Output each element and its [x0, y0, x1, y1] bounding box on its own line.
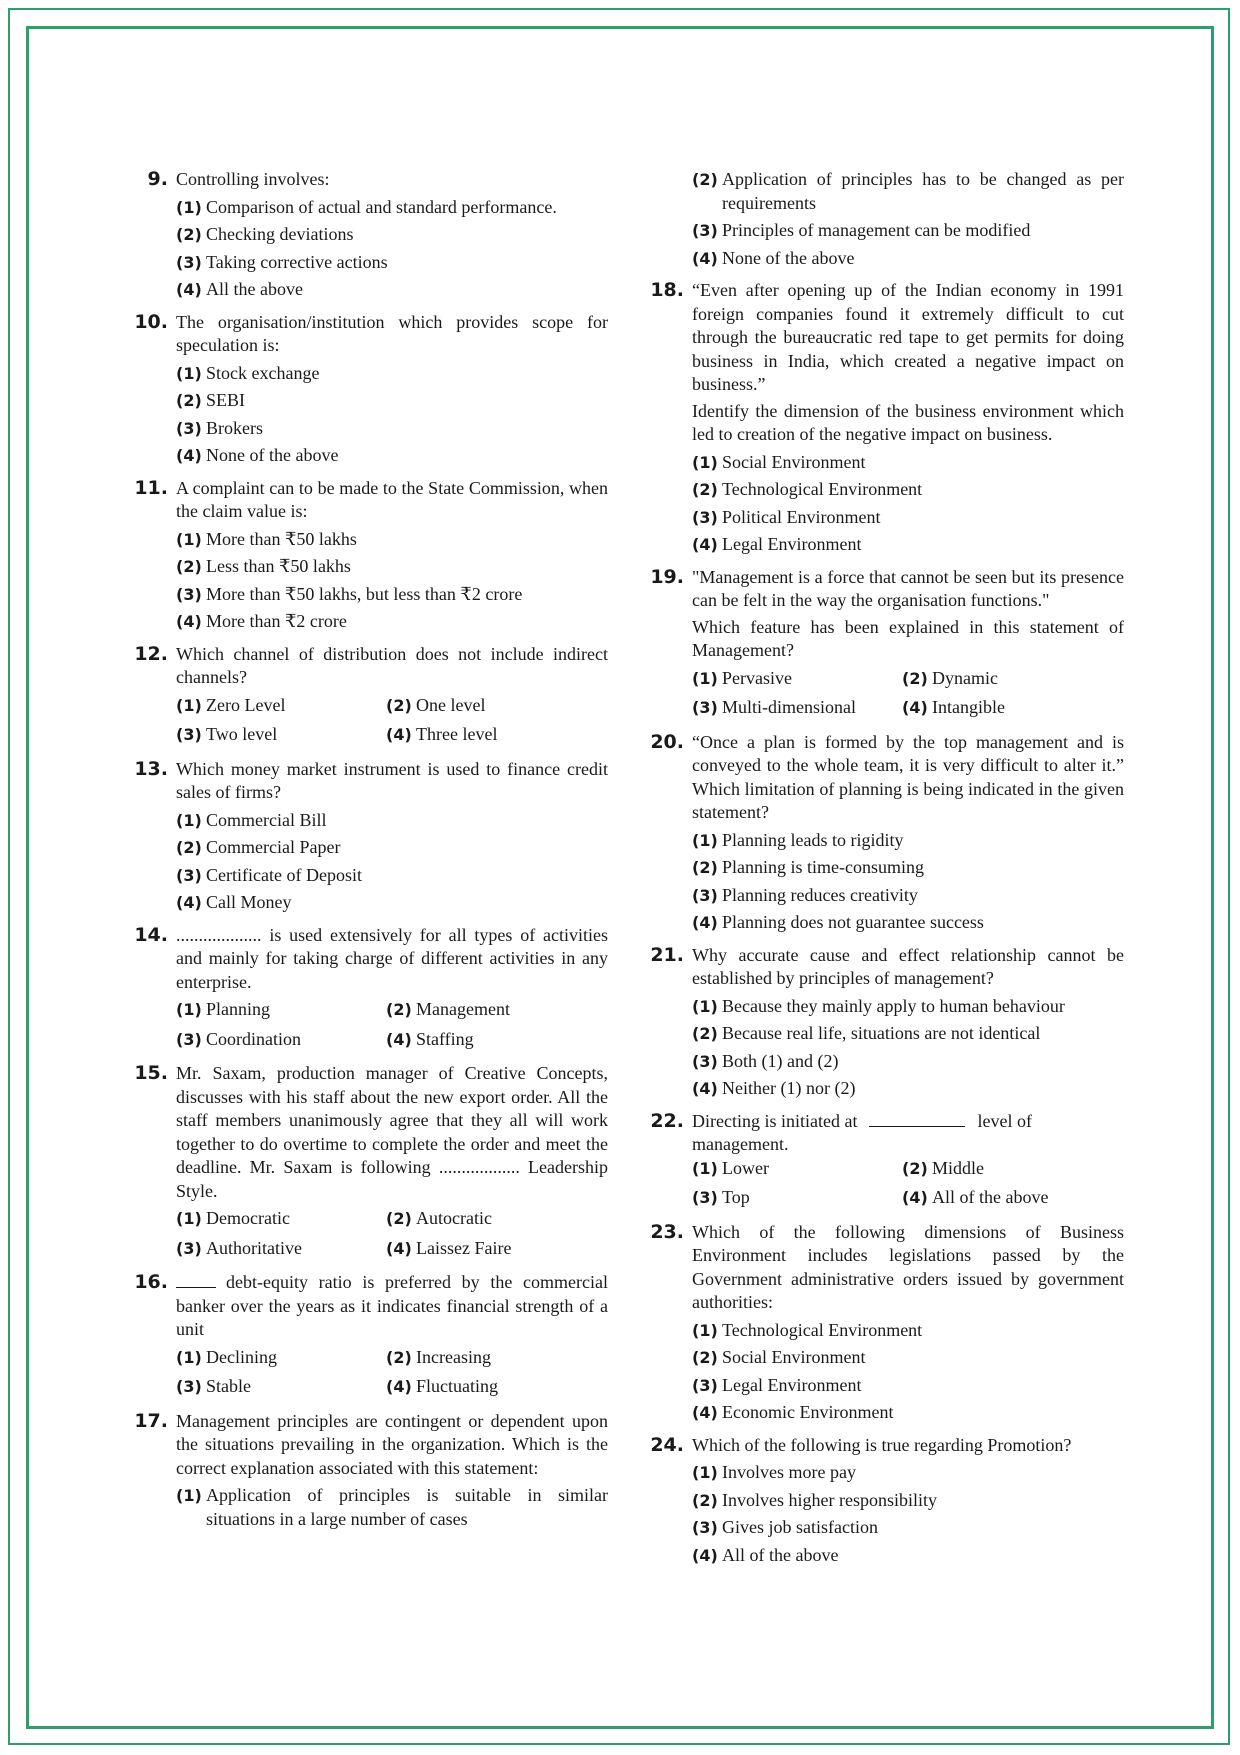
option: [692, 168, 1124, 215]
option: [902, 667, 1124, 691]
option: [692, 478, 1124, 502]
stem-text: debt-equity ratio is preferred by the commercial banker over the years as it indicates financial strength of a unit: [176, 1272, 608, 1339]
option-number: (2): [176, 557, 202, 576]
option-text: Social Environment: [722, 451, 866, 472]
option: [176, 389, 608, 413]
option: [386, 694, 608, 718]
option-text: All of the above: [932, 1187, 1049, 1207]
option-text: Two level: [206, 724, 278, 744]
stem-text: The organisation/institution which provides scope for speculation is:: [176, 311, 608, 355]
question: [644, 1221, 1124, 1429]
stem-text: “Even after opening up of the Indian economy in 1991 foreign companies found it extremely difficult to cut through the bureaucratic red tape to get permits for doing business in India, which created a negative impact on business.”: [692, 280, 1124, 394]
option-number: (1): [176, 1486, 202, 1505]
option-number: (1): [692, 1158, 718, 1178]
question-stem: [176, 643, 608, 690]
stem-text: Why accurate cause and effect relationship cannot be established by principles of management?: [692, 944, 1124, 988]
option-text: Zero Level: [206, 694, 286, 715]
option-number: (2): [692, 1348, 718, 1367]
option-text: Planning does not guarantee success: [722, 912, 984, 932]
stem-text: Controlling involves:: [176, 169, 330, 189]
option-text: Political Environment: [722, 506, 881, 527]
question-number: 24.: [650, 1433, 684, 1456]
option: [692, 533, 1124, 557]
option: [176, 1346, 386, 1370]
option-number: (1): [176, 810, 202, 830]
option-text: Stock exchange: [206, 362, 320, 383]
question: [128, 1271, 608, 1405]
options-list: [176, 809, 608, 915]
fill-blank: [176, 1286, 216, 1288]
question-number: 12.: [134, 642, 168, 665]
option: [902, 1186, 1124, 1210]
option: [692, 995, 1124, 1019]
option-number: (2): [692, 480, 718, 499]
options-list: [692, 168, 1124, 270]
question-stem: [176, 168, 608, 192]
question-number: 10.: [134, 310, 168, 333]
option: [386, 723, 608, 747]
option-text: More than ₹2 crore: [206, 611, 347, 631]
option-text: Autocratic: [416, 1208, 492, 1228]
option-text: Legal Environment: [722, 534, 862, 554]
question-number: 19.: [650, 565, 684, 588]
option-number: (4): [692, 913, 718, 932]
question-body: [692, 1434, 1124, 1572]
option: [386, 998, 608, 1022]
question-body: [692, 1221, 1124, 1429]
question-number: [644, 168, 692, 274]
option-number: (4): [386, 1029, 412, 1049]
option-number: (4): [386, 1238, 412, 1258]
option-number: (4): [176, 446, 202, 465]
option-number: (1): [692, 1320, 718, 1340]
option-number: (2): [386, 1209, 412, 1228]
option: [176, 891, 608, 915]
option-text: Commercial Paper: [206, 837, 341, 857]
option-number: (4): [692, 1079, 718, 1098]
option: [176, 1207, 386, 1231]
option-number: (2): [176, 225, 202, 244]
question: [644, 1434, 1124, 1572]
option-text: Dynamic: [932, 667, 998, 688]
stem-text: Directing is initiated at: [692, 1110, 858, 1131]
question-number: 9.: [147, 168, 168, 190]
option-text: Laissez Faire: [416, 1237, 512, 1258]
question-body: [176, 643, 608, 753]
question-stem: [176, 1271, 608, 1342]
options-list: [176, 1484, 608, 1531]
option-number: (4): [176, 612, 202, 631]
option-number: (3): [176, 865, 202, 885]
option-number: (4): [386, 1377, 412, 1396]
option-text: Planning reduces creativity: [722, 884, 918, 905]
question-body: [692, 944, 1124, 1105]
option-text: Increasing: [416, 1346, 491, 1367]
question: [644, 1110, 1124, 1216]
question-number: 15.: [134, 1062, 168, 1084]
left-column: [128, 168, 608, 1540]
option: [692, 451, 1124, 475]
option-number: (4): [176, 280, 202, 299]
option-number: (3): [176, 418, 202, 438]
option-text: Involves higher responsibility: [722, 1489, 937, 1510]
option: [692, 506, 1124, 530]
option: [176, 610, 608, 634]
question-body: [692, 279, 1124, 561]
option: [692, 219, 1124, 243]
option: [692, 1346, 1124, 1370]
question-body: [176, 477, 608, 638]
fill-blank: [869, 1125, 965, 1127]
options-list: [692, 1461, 1124, 1567]
option-text: Application of principles has to be changed as per requirements: [722, 169, 1124, 213]
question-body: [176, 168, 608, 306]
option-text: Middle: [932, 1157, 984, 1178]
option-text: Neither (1) nor (2): [722, 1078, 856, 1098]
option-text: Pervasive: [722, 667, 792, 688]
option: [902, 696, 1124, 720]
option: [176, 1028, 386, 1052]
question-body: [692, 168, 1124, 274]
option-number: (3): [692, 1518, 718, 1537]
option: [176, 1375, 386, 1399]
option: [692, 1077, 1124, 1101]
option-text: Comparison of actual and standard performance.: [206, 196, 557, 217]
question-number: 20.: [650, 730, 684, 753]
option-text: Stable: [206, 1376, 251, 1396]
option: [176, 417, 608, 441]
question: [644, 168, 1124, 274]
option-text: All of the above: [722, 1544, 839, 1565]
option-text: Technological Environment: [722, 1319, 923, 1340]
option: [692, 1022, 1124, 1046]
options-list: [176, 998, 608, 1057]
option-text: Taking corrective actions: [206, 251, 388, 272]
option-number: (3): [692, 885, 718, 905]
question-stem-secondary: Identify the dimension of the business environment which led to creation of the negative impact on business.: [692, 400, 1124, 444]
option-text: Fluctuating: [416, 1376, 498, 1396]
option-number: (2): [692, 858, 718, 877]
option-number: (3): [176, 584, 202, 604]
options-list: [176, 528, 608, 634]
options-list: [692, 829, 1124, 935]
option-text: Authoritative: [206, 1237, 302, 1258]
option: [692, 667, 902, 691]
option-number: (1): [692, 668, 718, 688]
question-number: 23.: [650, 1220, 684, 1243]
option-number: (1): [692, 1463, 718, 1482]
question: [128, 924, 608, 1058]
question-stem: [692, 944, 1124, 991]
question-body: [176, 758, 608, 919]
option-number: (3): [692, 698, 718, 717]
options-list: [176, 1207, 608, 1266]
option-number: (2): [902, 1158, 928, 1178]
option-number: (2): [692, 1024, 718, 1043]
option-number: (1): [176, 1000, 202, 1019]
option-number: (2): [386, 1000, 412, 1019]
option-number: (1): [176, 363, 202, 383]
option-number: (4): [692, 535, 718, 554]
question-stem: [176, 311, 608, 358]
question: [644, 944, 1124, 1105]
question-number: 22.: [650, 1109, 684, 1132]
question-body: [692, 566, 1124, 726]
option-text: Planning: [206, 999, 271, 1019]
option: [902, 1157, 1124, 1181]
option: [176, 196, 608, 220]
option-text: More than ₹50 lakhs, but less than ₹2 crore: [206, 583, 523, 604]
stem-text: Which money market instrument is used to finance credit sales of firms?: [176, 758, 608, 802]
stem-text: Management principles are contingent or dependent upon the situations prevailing in the organization. Which is the correct explanation associated with this statement:: [176, 1410, 608, 1478]
right-column: [644, 168, 1124, 1576]
option-text: One level: [416, 694, 486, 715]
option: [386, 1346, 608, 1370]
option-text: Both (1) and (2): [722, 1050, 839, 1071]
option-text: Lower: [722, 1157, 769, 1178]
option-text: None of the above: [722, 247, 855, 268]
option-text: Involves more pay: [722, 1462, 856, 1482]
option-text: Less than ₹50 lakhs: [206, 556, 351, 576]
stem-text: Which of the following is true regarding Promotion?: [692, 1434, 1072, 1455]
option: [692, 1489, 1124, 1513]
option: [176, 528, 608, 552]
option: [176, 1237, 386, 1261]
option-text: Planning leads to rigidity: [722, 829, 904, 850]
question: [644, 566, 1124, 726]
option-number: (3): [176, 1029, 202, 1049]
question-stem: [692, 1110, 1124, 1157]
option-text: Democratic: [206, 1208, 290, 1228]
question-number: 13.: [134, 757, 168, 780]
option-number: (1): [176, 1209, 202, 1228]
option-number: (3): [176, 725, 202, 744]
question-stem: [176, 758, 608, 805]
option: [692, 247, 1124, 271]
option-number: (4): [692, 1403, 718, 1422]
option: [176, 836, 608, 860]
option: [692, 884, 1124, 908]
option-number: (1): [176, 529, 202, 549]
option-text: Management: [416, 999, 510, 1019]
option: [386, 1237, 608, 1261]
stem-text: A complaint can to be made to the State Commission, when the claim value is:: [176, 477, 608, 521]
option-text: Staffing: [416, 1028, 474, 1049]
option-number: (4): [902, 698, 928, 717]
question-number: 17.: [134, 1409, 168, 1432]
option: [692, 1157, 902, 1181]
option-number: (4): [692, 248, 718, 268]
question: [128, 643, 608, 753]
option: [176, 223, 608, 247]
option: [386, 1028, 608, 1052]
option: [692, 1544, 1124, 1568]
option-text: Social Environment: [722, 1347, 866, 1367]
options-list: [176, 362, 608, 468]
question-number: 16.: [134, 1271, 168, 1293]
option-text: Three level: [416, 724, 498, 744]
option-number: (1): [692, 996, 718, 1016]
question: [128, 168, 608, 306]
question-stem-secondary: Which feature has been explained in this statement of Management?: [692, 616, 1124, 660]
options-list: [692, 667, 1124, 726]
option-text: Because real life, situations are not identical: [722, 1023, 1041, 1043]
question-stem: [692, 279, 1124, 397]
option: [692, 1516, 1124, 1540]
option-number: (4): [176, 893, 202, 912]
question-body: [692, 731, 1124, 939]
option-number: (3): [692, 1188, 718, 1207]
option: [176, 1484, 608, 1531]
option-number: (2): [692, 170, 718, 189]
option-text: More than ₹50 lakhs: [206, 528, 357, 549]
option: [176, 694, 386, 718]
question-stem: [176, 1062, 608, 1203]
question-stem: [176, 1410, 608, 1481]
option-text: Economic Environment: [722, 1402, 894, 1422]
stem-text: Which of the following dimensions of Business Environment includes legislations passed by the Government administrative orders issued by government authorities:: [692, 1221, 1124, 1312]
option-text: All the above: [206, 279, 303, 299]
option-number: (3): [692, 221, 718, 240]
question: [128, 1062, 608, 1266]
option-number: (4): [692, 1545, 718, 1565]
option-text: Multi-dimensional: [722, 697, 856, 717]
question: [128, 758, 608, 919]
option-number: (3): [176, 1377, 202, 1396]
question-stem: [692, 1434, 1124, 1458]
stem-text: ................... is used extensively for all types of activities and mainly for taking charge of different activities in any enterprise.: [176, 924, 608, 992]
option: [692, 1319, 1124, 1343]
question-body: [176, 1410, 608, 1536]
option: [386, 1375, 608, 1399]
option-text: Application of principles is suitable in similar situations in a large number of cases: [206, 1485, 608, 1529]
option: [176, 583, 608, 607]
option: [692, 1186, 902, 1210]
option: [692, 1401, 1124, 1425]
option-text: Intangible: [932, 697, 1005, 717]
option: [176, 864, 608, 888]
question-stem: [692, 566, 1124, 613]
question-stem: [692, 731, 1124, 825]
option: [692, 1050, 1124, 1074]
question-body: [692, 1110, 1124, 1216]
option-number: (1): [176, 197, 202, 217]
option-text: Legal Environment: [722, 1374, 862, 1395]
options-list: [692, 1157, 1124, 1216]
option: [176, 809, 608, 833]
option: [692, 1461, 1124, 1485]
option-number: (3): [692, 507, 718, 527]
option-number: (1): [176, 695, 202, 715]
option-number: (3): [176, 1238, 202, 1258]
option-text: Commercial Bill: [206, 809, 327, 830]
option-number: (2): [386, 1347, 412, 1367]
stem-text: Which channel of distribution does not include indirect channels?: [176, 643, 608, 687]
option-text: Top: [722, 1187, 750, 1207]
question-number: 11.: [134, 476, 168, 499]
option-text: Because they mainly apply to human behaviour: [722, 995, 1065, 1016]
question: [128, 477, 608, 638]
option-text: Planning is time-consuming: [722, 857, 924, 877]
option: [692, 856, 1124, 880]
option: [176, 444, 608, 468]
options-list: [176, 196, 608, 302]
option-text: Brokers: [206, 417, 263, 438]
options-list: [692, 995, 1124, 1101]
option: [176, 998, 386, 1022]
option-number: (4): [902, 1188, 928, 1207]
option-text: Certificate of Deposit: [206, 864, 362, 885]
options-list: [176, 694, 608, 753]
option-number: (2): [176, 391, 202, 410]
option-text: Technological Environment: [722, 479, 923, 499]
question-number: 18.: [650, 279, 684, 301]
question-body: [176, 924, 608, 1058]
question-body: [176, 1271, 608, 1405]
option-number: (2): [386, 695, 412, 715]
option-number: (2): [176, 838, 202, 857]
option-text: Gives job satisfaction: [722, 1517, 878, 1537]
option-text: None of the above: [206, 445, 339, 465]
question-stem: [692, 1221, 1124, 1315]
option-text: Call Money: [206, 892, 292, 912]
option-text: Coordination: [206, 1028, 301, 1049]
question-number: 21.: [650, 943, 684, 966]
option: [692, 829, 1124, 853]
option-number: (3): [692, 1375, 718, 1395]
option-number: (1): [176, 1347, 202, 1367]
options-list: [176, 1346, 608, 1405]
question: [128, 1410, 608, 1536]
option: [176, 278, 608, 302]
option: [692, 1374, 1124, 1398]
option-text: Declining: [206, 1346, 277, 1367]
question: [644, 279, 1124, 561]
options-list: [692, 1319, 1124, 1425]
option: [176, 555, 608, 579]
option-text: Principles of management can be modified: [722, 220, 1031, 240]
option: [692, 696, 902, 720]
option: [176, 723, 386, 747]
options-list: [692, 451, 1124, 557]
option-number: (1): [692, 452, 718, 472]
question-body: [176, 1062, 608, 1266]
option: [176, 362, 608, 386]
option: [692, 911, 1124, 935]
question-stem: [176, 477, 608, 524]
option-text: SEBI: [206, 390, 246, 410]
option-number: (3): [176, 252, 202, 272]
stem-text: “Once a plan is formed by the top management and is conveyed to the whole team, it is very difficult to alter it.” Which limitation of planning is being indicated in the given statement?: [692, 731, 1124, 822]
option-number: (2): [692, 1490, 718, 1510]
option: [386, 1207, 608, 1231]
option-text: Checking deviations: [206, 224, 354, 244]
option: [176, 251, 608, 275]
question-number: 14.: [134, 923, 168, 946]
option-number: (1): [692, 830, 718, 850]
question: [644, 731, 1124, 939]
stem-text: level of management.: [692, 1110, 1032, 1154]
stem-text: "Management is a force that cannot be seen but its presence can be felt in the way the organisation functions.": [692, 566, 1124, 610]
option-number: (2): [902, 668, 928, 688]
question-stem: [176, 924, 608, 995]
question: [128, 311, 608, 472]
question-body: [176, 311, 608, 472]
option-number: (4): [386, 725, 412, 744]
option-number: (3): [692, 1051, 718, 1071]
stem-text: Mr. Saxam, production manager of Creative Concepts, discusses with his staff about the new export order. All the staff members unanimously agree that they all will work together to do overtime to complete the order and meet the deadline. Mr. Saxam is following .................. Leadership Style.: [176, 1063, 608, 1201]
